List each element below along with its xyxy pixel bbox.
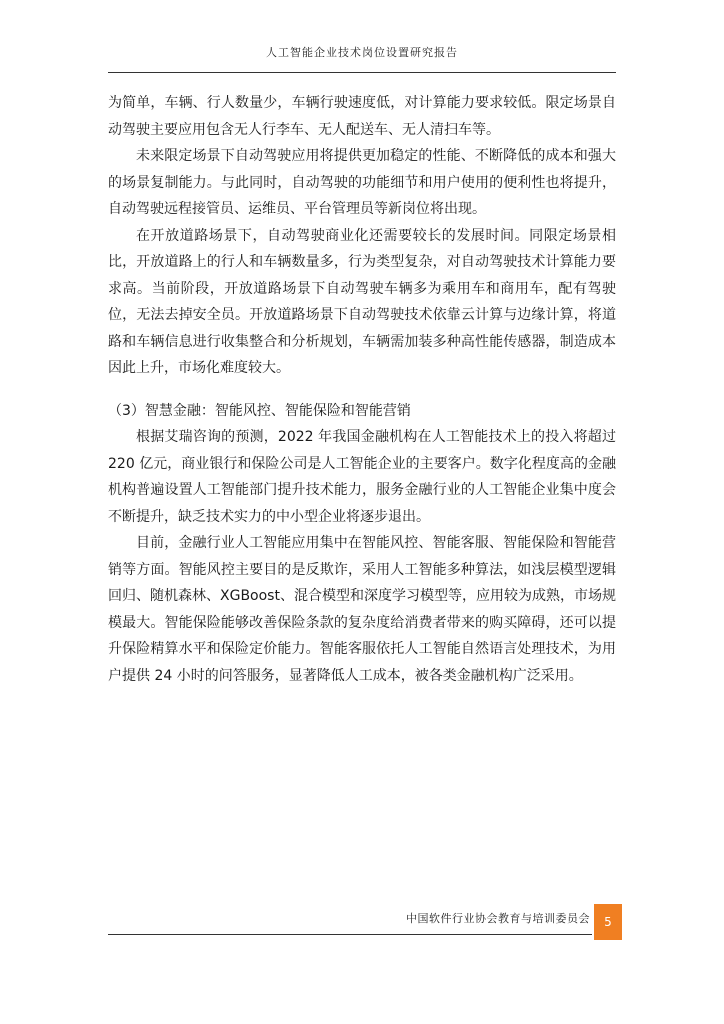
paragraph-finance-applications: 目前，金融行业人工智能应用集中在智能风控、智能客服、智能保险和智能营销等方面。智能风控主要目的是反欺诈，采用人工智能多种算法，如浅层模型逻辑回归、随机森林、XGBoost、混合模型和深度学习模型等，应用较为成熟，市场规模最大。智能保险能够改善保险条款的复杂度给消费者带来的购买障碍，还可以提升保险精算水平和保险定价能力。智能客服依托人工智能自然语言处理技术，为用户提供 24 小时的问答服务，显著降低人工成本，被各类金融机构广泛采用。 <box>108 535 616 684</box>
paragraph-finance-forecast: 根据艾瑞咨询的预测，2022 年我国金融机构在人工智能技术上的投入将超过 220 亿元，商业银行和保险公司是人工智能企业的主要客户。数字化程度高的金融机构普遍设置人工智能部门提升技术能力，服务金融行业的人工智能企业集中度会不断提升，缺乏技术实力的中小型企业将逐步退出。 <box>108 429 616 525</box>
header-divider <box>108 72 616 73</box>
paragraph-open-road: 在开放道路场景下，自动驾驶商业化还需要较长的发展时间。同限定场景相比，开放道路上的行人和车辆数量多，行为类型复杂，对自动驾驶技术计算能力要求高。当前阶段，开放道路场景下自动驾驶车辆多为乘用车和商用车，配有驾驶位，无法去掉安全员。开放道路场景下自动驾驶技术依靠云计算与边缘计算，将道路和车辆信息进行收集整合和分析规划，车辆需加装多种高性能传感器，制造成本因此上升，市场化难度较大。 <box>108 227 616 376</box>
footer-divider <box>108 934 592 935</box>
paragraph-limited-scenario-future: 未来限定场景下自动驾驶应用将提供更加稳定的性能、不断降低的成本和强大的场景复制能力。与此同时，自动驾驶的功能细节和用户使用的便利性也将提升，自动驾驶远程接管员、运维员、平台管理员等新岗位将出现。 <box>108 148 616 217</box>
page-header-title: 人工智能企业技术岗位设置研究报告 <box>266 46 458 59</box>
document-body <box>108 90 616 689</box>
page-number-badge: 5 <box>594 904 622 940</box>
footer-organization: 中国软件行业协会教育与培训委员会 <box>406 912 590 925</box>
paragraph-continuation: 为简单，车辆、行人数量少，车辆行驶速度低，对计算能力要求较低。限定场景自动驾驶主要应用包含无人行李车、无人配送车、无人清扫车等。 <box>108 95 616 138</box>
section-heading-smart-finance: （3）智慧金融：智能风控、智能保险和智能营销 <box>108 402 411 419</box>
